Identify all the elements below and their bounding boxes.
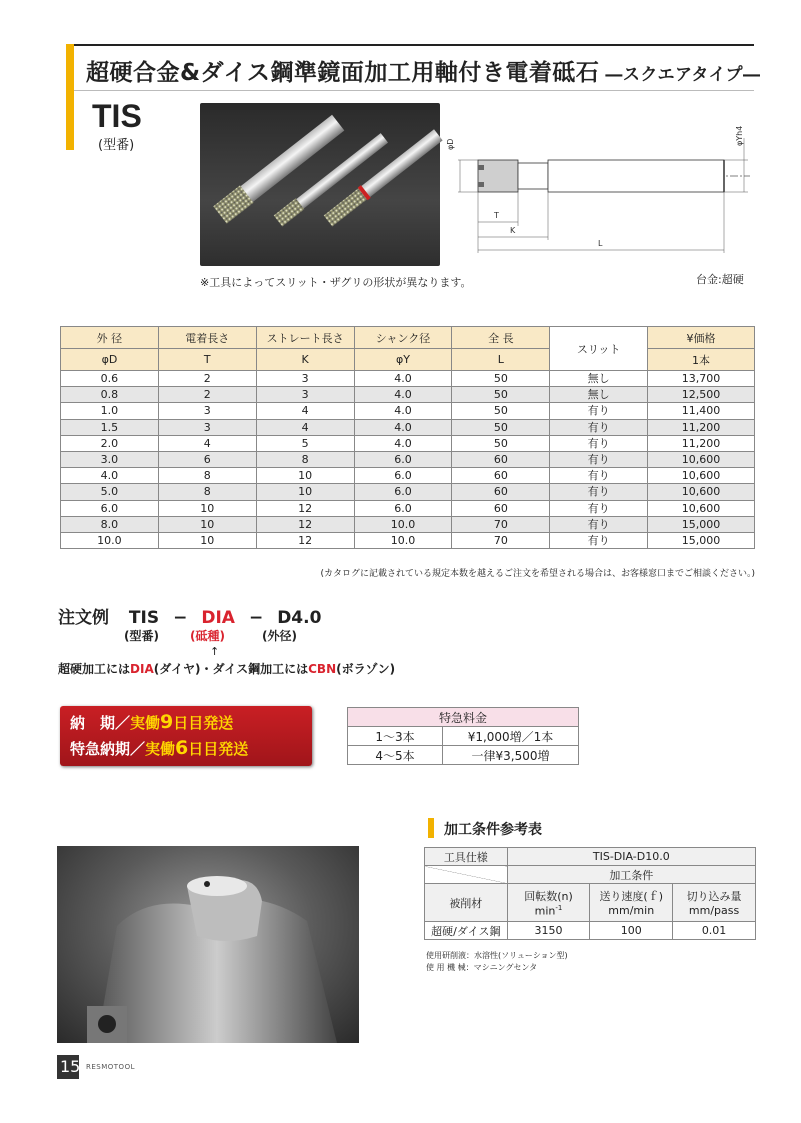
brand-name: RESMOTOOL xyxy=(86,1063,135,1071)
rush-fee: 一律¥3,500増 xyxy=(443,746,579,765)
table-cell: 3 xyxy=(256,387,354,403)
title-subtitle: ―スクエアタイプ― xyxy=(605,65,761,85)
table-cell: 3 xyxy=(256,371,354,387)
table-cell: 0.6 xyxy=(61,371,159,387)
table-cell: 有り xyxy=(550,435,648,451)
table-cell: 4.0 xyxy=(354,387,452,403)
th-total-length: 全 長 xyxy=(452,327,550,349)
desc-cbn: CBN xyxy=(308,662,337,676)
table-cell: 10,600 xyxy=(648,468,755,484)
delivery-box xyxy=(60,706,312,766)
rush-qty: 1〜3本 xyxy=(348,727,443,746)
table-cell: 12 xyxy=(256,500,354,516)
table-cell: 8 xyxy=(158,484,256,500)
table-cell: 10 xyxy=(256,468,354,484)
order-code-diameter: D4.0 xyxy=(277,608,322,628)
table-cell: 有り xyxy=(550,532,648,548)
th-y: φY xyxy=(354,349,452,371)
table-cell: 50 xyxy=(452,419,550,435)
table-cell: 70 xyxy=(452,532,550,548)
table-cell: 有り xyxy=(550,516,648,532)
mc-tool-label: 工具仕様 xyxy=(425,848,508,866)
desc-dia: DIA xyxy=(130,662,154,676)
order-label-grit: (砥種) xyxy=(190,629,225,643)
order-example xyxy=(58,603,335,628)
th-price: ¥価格 xyxy=(648,327,755,349)
table-note: (カタログに記載されている規定本数を越えるご注文を希望される場合は、お客様窓口までご相談ください。) xyxy=(320,569,755,579)
table-cell: 10 xyxy=(158,532,256,548)
dim-d-label: φD xyxy=(446,138,455,150)
delivery-label: 納 期／ xyxy=(70,714,131,732)
machining-table xyxy=(424,847,756,940)
table-cell: 4 xyxy=(256,403,354,419)
delivery-workday: 実働 xyxy=(145,740,176,758)
mc-title: 加工条件参考表 xyxy=(444,822,542,838)
product-photo xyxy=(200,103,440,266)
table-cell: 15,000 xyxy=(648,516,755,532)
mc-depth-header xyxy=(673,884,756,922)
model-label: (型番) xyxy=(98,138,135,153)
table-cell: 有り xyxy=(550,403,648,419)
mc-rpm-header xyxy=(507,884,590,922)
table-cell: 6.0 xyxy=(354,451,452,467)
up-arrow-icon: ↑ xyxy=(210,645,220,658)
table-cell: 11,200 xyxy=(648,435,755,451)
table-cell: 10.0 xyxy=(354,516,452,532)
header-rule xyxy=(74,44,754,46)
table-cell: 10.0 xyxy=(61,532,159,548)
table-cell: 有り xyxy=(550,451,648,467)
mc-accent-bar xyxy=(428,818,434,838)
table-cell: 有り xyxy=(550,500,648,516)
mc-feed-label: 送り速度(ｆ) xyxy=(599,890,664,903)
table-cell: 10 xyxy=(158,500,256,516)
mc-tool-spec: TIS-DIA-D10.0 xyxy=(507,848,755,866)
order-dash: − xyxy=(248,608,264,628)
dim-l-label: L xyxy=(598,239,603,248)
table-cell: 12,500 xyxy=(648,387,755,403)
table-cell: 5 xyxy=(256,435,354,451)
table-cell: 4 xyxy=(256,419,354,435)
table-cell: 有り xyxy=(550,419,648,435)
mc-material: 超硬/ダイス鋼 xyxy=(425,922,508,940)
table-row xyxy=(61,468,755,484)
table-cell: 1.5 xyxy=(61,419,159,435)
table-cell: 2 xyxy=(158,371,256,387)
table-cell: 6.0 xyxy=(354,468,452,484)
table-cell: 50 xyxy=(452,371,550,387)
th-straight-length: ストレート長さ xyxy=(256,327,354,349)
delivery-days: 9 xyxy=(160,711,174,733)
delivery-workday: 実働 xyxy=(130,714,161,732)
table-cell: 4.0 xyxy=(354,435,452,451)
table-cell: 10,600 xyxy=(648,484,755,500)
mc-note-machine: 使 用 機 械：マシニングセンタ xyxy=(426,963,538,972)
order-label-model: (型番) xyxy=(124,629,159,643)
th-t: T xyxy=(158,349,256,371)
table-cell: 50 xyxy=(452,435,550,451)
table-cell: 6.0 xyxy=(61,500,159,516)
table-cell: 6 xyxy=(158,451,256,467)
dim-t-label: T xyxy=(494,211,499,220)
th-slit: スリット xyxy=(550,327,648,371)
table-cell: 2 xyxy=(158,387,256,403)
table-cell: 無し xyxy=(550,371,648,387)
page-number: 15 xyxy=(60,1057,81,1076)
workpiece-photo xyxy=(57,846,359,1043)
table-cell: 4.0 xyxy=(354,419,452,435)
th-unit: 1本 xyxy=(648,349,755,371)
th-l: L xyxy=(452,349,550,371)
table-row xyxy=(61,484,755,500)
alloy-note: 台金:超硬 xyxy=(696,273,744,286)
table-cell: 10,600 xyxy=(648,451,755,467)
header-accent-bar xyxy=(66,44,74,150)
mc-feed: 100 xyxy=(590,922,673,940)
desc-text: (ダイヤ)・ダイス鋼加工には xyxy=(153,662,309,676)
table-cell: 6.0 xyxy=(354,484,452,500)
table-row xyxy=(61,451,755,467)
mc-rpm: 3150 xyxy=(507,922,590,940)
table-cell: 8 xyxy=(158,468,256,484)
table-cell: 有り xyxy=(550,484,648,500)
delivery-days: 6 xyxy=(175,737,189,759)
table-cell: 4.0 xyxy=(354,371,452,387)
mc-diagonal-cell xyxy=(425,866,508,884)
delivery-ship: 日目発送 xyxy=(188,740,249,758)
rush-fee: ¥1,000増／1本 xyxy=(443,727,579,746)
mc-feed-header xyxy=(590,884,673,922)
model-code: TIS xyxy=(92,98,142,134)
table-cell: 無し xyxy=(550,387,648,403)
table-cell: 8.0 xyxy=(61,516,159,532)
table-cell: 5.0 xyxy=(61,484,159,500)
table-row xyxy=(61,371,755,387)
mc-depth-label: 切り込み量 xyxy=(686,890,742,903)
th-d: φD xyxy=(61,349,159,371)
table-row xyxy=(61,435,755,451)
table-cell: 10 xyxy=(256,484,354,500)
order-label: 注文例 xyxy=(58,608,109,628)
th-diameter: 外 径 xyxy=(61,327,159,349)
rush-qty: 4〜5本 xyxy=(348,746,443,765)
rush-title: 特急料金 xyxy=(348,708,579,727)
table-cell: 4 xyxy=(158,435,256,451)
table-cell: 8 xyxy=(256,451,354,467)
delivery-rush xyxy=(70,737,248,759)
photo-note: ※工具によってスリット・ザグリの形状が異なります。 xyxy=(200,276,472,289)
table-row xyxy=(61,403,755,419)
table-cell: 11,200 xyxy=(648,419,755,435)
table-cell: 4.0 xyxy=(354,403,452,419)
table-cell: 12 xyxy=(256,516,354,532)
dim-k-label: K xyxy=(510,226,516,235)
table-cell: 有り xyxy=(550,468,648,484)
table-cell: 50 xyxy=(452,387,550,403)
delivery-normal xyxy=(70,711,233,733)
table-cell: 3 xyxy=(158,419,256,435)
table-cell: 60 xyxy=(452,500,550,516)
table-row xyxy=(61,419,755,435)
desc-text: (ボラゾン) xyxy=(336,662,396,676)
table-cell: 12 xyxy=(256,532,354,548)
table-cell: 4.0 xyxy=(61,468,159,484)
table-cell: 3 xyxy=(158,403,256,419)
desc-text: 超硬加工には xyxy=(58,662,131,676)
mc-rpm-unit: min xyxy=(534,904,556,918)
table-row xyxy=(61,387,755,403)
th-plating-length: 電着長さ xyxy=(158,327,256,349)
table-cell: 60 xyxy=(452,451,550,467)
order-dash: − xyxy=(173,608,188,628)
table-cell: 15,000 xyxy=(648,532,755,548)
table-cell: 50 xyxy=(452,403,550,419)
th-shank: シャンク径 xyxy=(354,327,452,349)
table-cell: 6.0 xyxy=(354,500,452,516)
order-code-model: TIS xyxy=(128,608,160,628)
table-cell: 13,700 xyxy=(648,371,755,387)
page-title xyxy=(86,54,761,87)
table-cell: 1.0 xyxy=(61,403,159,419)
mc-rpm-exp: -1 xyxy=(555,903,563,912)
mc-depth: 0.01 xyxy=(673,922,756,940)
mc-note-fluid: 使用研削液：水溶性(ソリューション型) xyxy=(426,951,568,960)
dim-y-label: φYh4 xyxy=(735,125,744,146)
table-cell: 10 xyxy=(158,516,256,532)
table-row xyxy=(61,516,755,532)
header-rule-thin xyxy=(74,90,754,91)
order-code-grit: DIA xyxy=(201,608,235,628)
mc-feed-unit: mm/min xyxy=(608,904,655,917)
mc-material-label: 被削材 xyxy=(425,884,508,922)
mc-depth-unit: mm/pass xyxy=(688,904,740,917)
mc-cond-label: 加工条件 xyxy=(507,866,755,884)
order-label-diameter: (外径) xyxy=(262,629,297,643)
table-cell: 11,400 xyxy=(648,403,755,419)
table-cell: 60 xyxy=(452,484,550,500)
table-cell: 10,600 xyxy=(648,500,755,516)
mc-rpm-label: 回転数(n) xyxy=(524,889,573,903)
delivery-label: 特急納期／ xyxy=(70,740,146,758)
table-row xyxy=(61,532,755,548)
table-cell: 70 xyxy=(452,516,550,532)
table-cell: 60 xyxy=(452,468,550,484)
spec-table xyxy=(60,326,755,549)
order-description xyxy=(58,660,395,677)
table-cell: 2.0 xyxy=(61,435,159,451)
table-cell: 0.8 xyxy=(61,387,159,403)
table-cell: 3.0 xyxy=(61,451,159,467)
rush-fee-table xyxy=(347,707,579,765)
table-cell: 10.0 xyxy=(354,532,452,548)
th-k: K xyxy=(256,349,354,371)
title-text: 超硬合金&ダイス鋼準鏡面加工用軸付き電着砥石 xyxy=(86,60,600,86)
table-row xyxy=(61,500,755,516)
tool-drawing xyxy=(448,108,754,268)
delivery-ship: 日目発送 xyxy=(173,714,234,732)
